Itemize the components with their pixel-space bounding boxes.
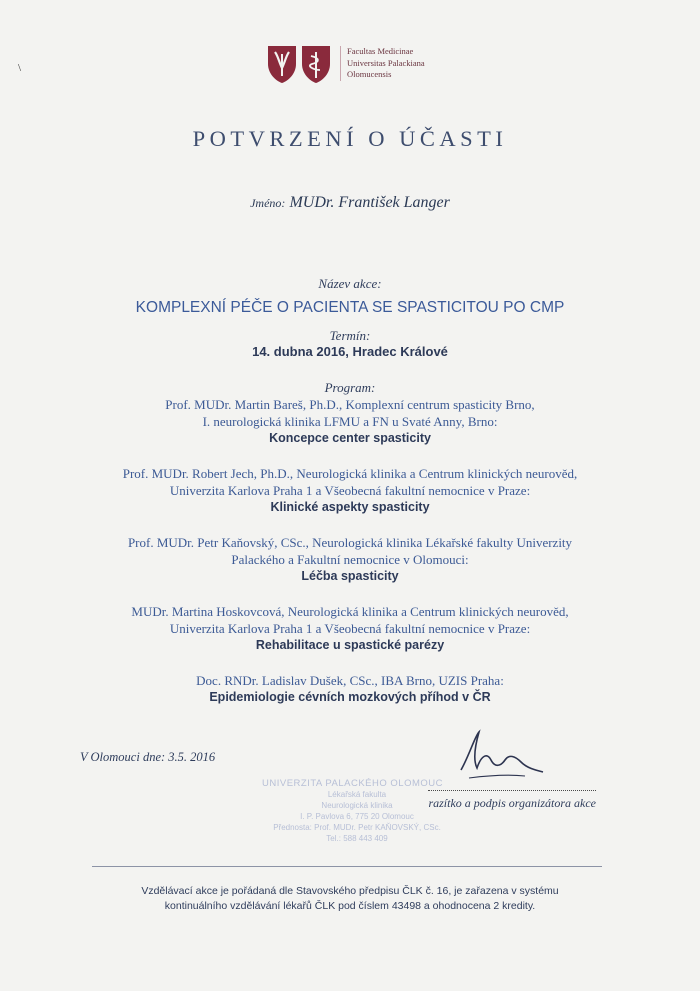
term-label: Termín: [329,328,371,343]
program-label: Program: [324,380,376,395]
handwritten-signature [455,726,545,786]
program-item [0,465,700,516]
footer-divider [92,866,602,867]
lecture-topic: Klinické aspekty spasticity [270,500,430,514]
term-value: 14. dubna 2016, Hradec Králové [252,344,448,359]
issue-date: V Olomouci dne: 3.5. 2016 [80,750,216,764]
event-name-label: Název akce: [318,276,382,291]
lecture-affiliation-2: Palackého a Fakultní nemocnice v Olomouci: [231,552,469,567]
lecture-topic: Léčba spasticity [301,569,399,583]
faculty-header [266,44,425,84]
lecture-affiliation: , Komplexní centrum spasticity Brno, [338,397,535,412]
lecture-affiliation-2: Univerzita Karlova Praha 1 a Všeobecná fakultní nemocnice v Praze: [169,483,531,498]
lecture-topic: Epidemiologie cévních mozkových příhod v ČR [209,690,491,704]
lecture-affiliation: , CSc., IBA Brno, UZIS Praha: [343,673,504,688]
stamp-line-4: I. P. Pavlova 6, 775 20 Olomouc [300,812,414,821]
lecture-affiliation: , Neurologická klinika a Centrum klinických neurověd, [289,466,578,481]
organizer-stamp [262,778,452,844]
accreditation-line-2: kontinuálního vzdělávání lékařů ČLK pod číslem 43498 a ohodnocena 2 kredity. [164,900,536,912]
lecture-topic: Rehabilitace u spastické parézy [255,638,445,652]
lecture-speaker: MUDr. Martina Hoskovcová [131,604,282,619]
program-list [0,396,700,724]
program-item [0,534,700,585]
stamp-line-5: Přednosta: Prof. MUDr. Petr KAŇOVSKÝ, CSc. [273,823,441,832]
scan-mark: \ [18,62,22,74]
lecture-speaker: Doc. RNDr. Ladislav Dušek [196,673,344,688]
lecture-affiliation-2: Univerzita Karlova Praha 1 a Všeobecná fakultní nemocnice v Praze: [169,621,531,636]
lecture-speaker: Prof. MUDr. Robert Jech, Ph.D. [122,466,290,481]
signature-line [428,790,596,791]
program-item [0,672,700,706]
accreditation-line-1: Vzdělávací akce je pořádaná dle Stavovského předpisu ČLK č. 16, je zařazena v systému [141,885,559,897]
participant-name: MUDr. František Langer [289,194,450,211]
name-label: Jméno: [250,196,286,210]
stamp-line-1: UNIVERZITA PALACKÉHO OLOMOUC [262,778,443,789]
faculty-line-3: Olomucensis [347,69,392,79]
program-item [0,396,700,447]
lecture-affiliation-2: I. neurologická klinika LFMU a FN u Svaté Anny, Brno: [202,414,498,429]
participant-name-line [0,194,700,212]
signature-label: razítko a podpis organizátora akce [428,796,596,810]
lecture-affiliation: , Neurologická klinika Lékařské fakulty Univerzity [305,535,573,550]
program-item [0,603,700,654]
event-title: KOMPLEXNÍ PÉČE O PACIENTA SE SPASTICITOU PO CMP [135,299,565,316]
lecture-speaker: Prof. MUDr. Martin Bareš, Ph.D. [165,397,339,412]
faculty-logo-icon [266,44,334,84]
document-title: POTVRZENÍ O ÚČASTI [192,126,508,151]
stamp-line-3: Neurologická klinika [321,801,393,810]
lecture-topic: Koncepce center spasticity [269,431,431,445]
stamp-line-2: Lékařská fakulta [327,790,387,799]
faculty-line-1: Facultas Medicinae [347,46,414,56]
faculty-line-2: Universitas Palackiana [347,57,425,68]
stamp-line-6: Tel.: 588 443 409 [326,834,388,843]
faculty-name [340,46,425,81]
accreditation-note [80,884,620,914]
lecture-affiliation: , Neurologická klinika a Centrum klinických neurověd, [281,604,569,619]
lecture-speaker: Prof. MUDr. Petr Kaňovský, CSc. [127,535,306,550]
